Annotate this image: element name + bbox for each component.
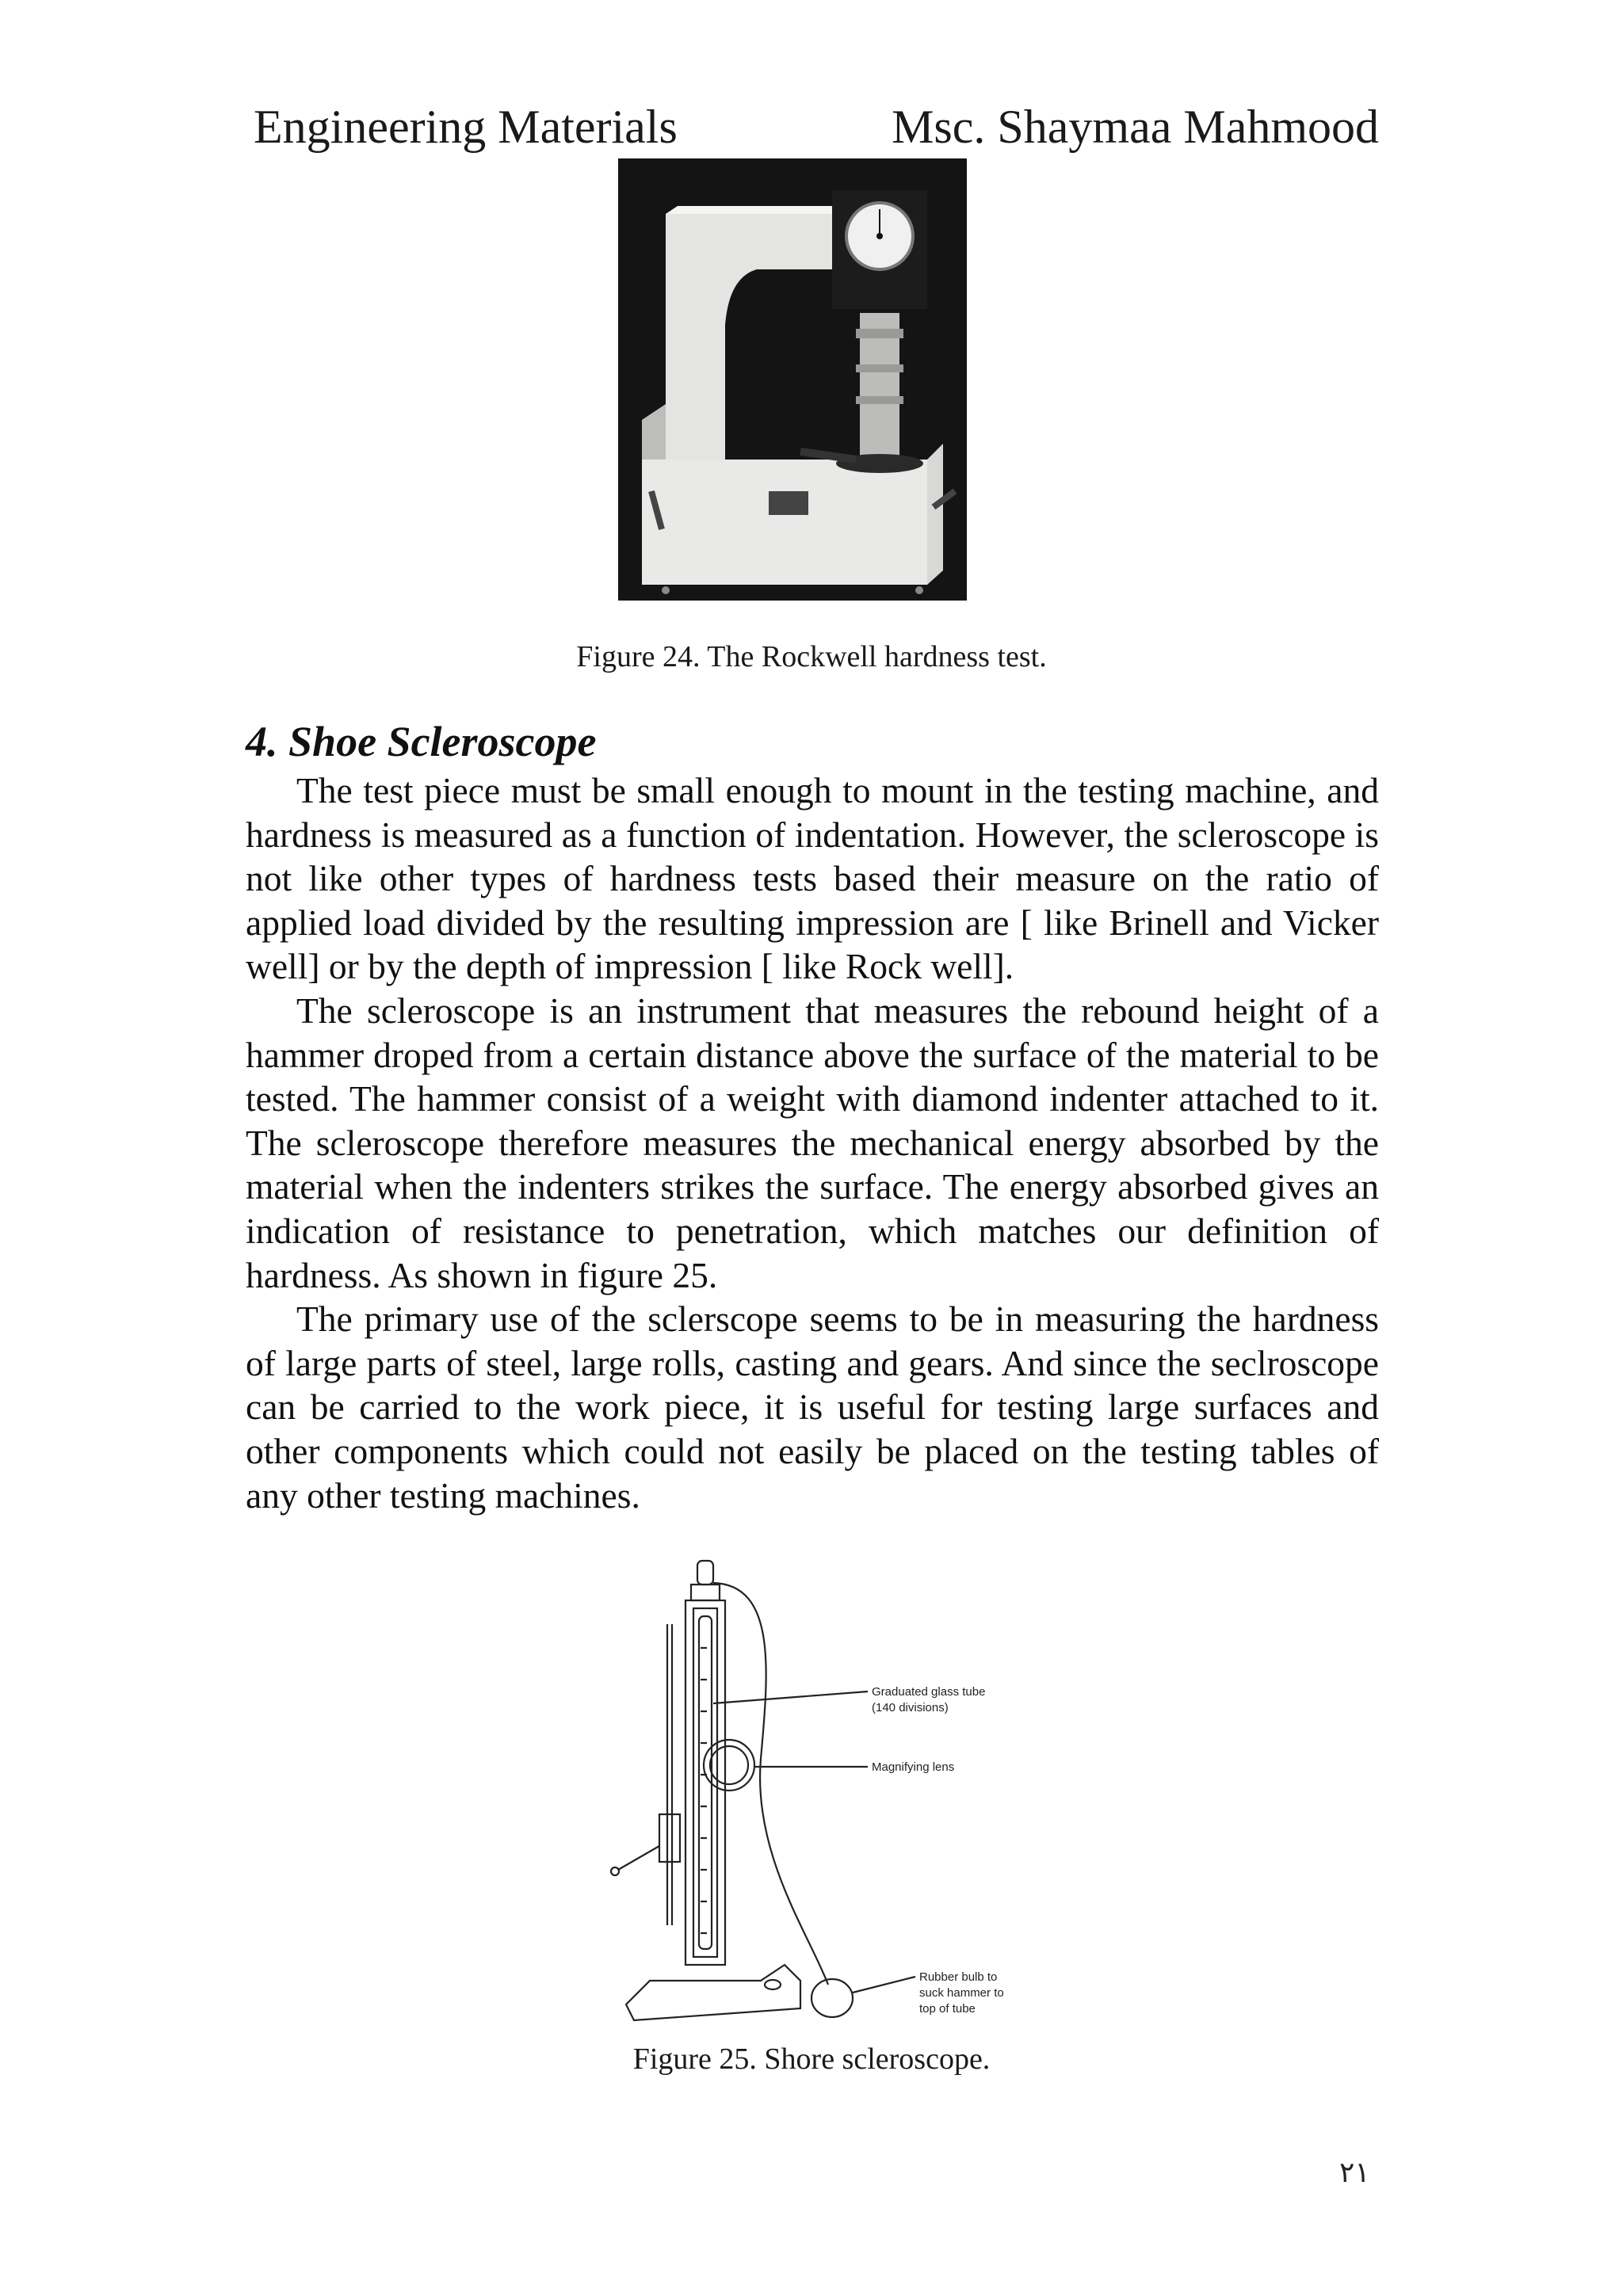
page-number: ٢١ bbox=[1339, 2157, 1370, 2189]
scleroscope-diagram bbox=[602, 1553, 1046, 2036]
label-bulb-1: Rubber bulb to bbox=[919, 1970, 998, 1984]
label-glass-tube: Graduated glass tube bbox=[872, 1685, 986, 1699]
paragraph-3: The primary use of the sclerscope seems to be in measuring the hardness of large parts of steel, large rolls, casting and gears. And since the seclroscope can be carried to the work piece, it is useful for testing large surfaces and other components which could not easily be placed on the testing tables of any other testing machines. bbox=[246, 1299, 1379, 1516]
paragraph-2: The scleroscope is an instrument that measures the rebound height of a hammer droped from a certain distance above the surface of the material to be tested. The hammer consist of a weight with diamond indenter attached to it. The scleroscope therefore measures the mechanical energy absorbed by the material when the indenters strikes the surface. The energy absorbed gives an indication of resistance to penetration, which matches our definition of hardness. As shown in figure 25. bbox=[246, 990, 1379, 1295]
label-divisions: (140 divisions) bbox=[872, 1701, 949, 1714]
label-bulb-3: top of tube bbox=[919, 2002, 976, 2016]
figure-24-caption: Figure 24. The Rockwell hardness test. bbox=[576, 640, 1047, 673]
section-body bbox=[246, 769, 1379, 1517]
header-title: Engineering Materials bbox=[254, 101, 678, 153]
figure-25-caption: Figure 25. Shore scleroscope. bbox=[632, 2042, 991, 2076]
header-author: Msc. Shaymaa Mahmood bbox=[892, 101, 1379, 153]
paragraph-1: The test piece must be small enough to mount in the testing machine, and hardness is measured as a function of indentation. However, the scleroscope is not like other types of hardness tests based their measure on the ratio of applied load divided by the resulting impression are [ like Brinell and Vicker well] or by the depth of impression [ like Rock well]. bbox=[246, 770, 1379, 987]
section-heading: 4. Shoe Scleroscope bbox=[246, 718, 597, 765]
rockwell-tester-photo bbox=[618, 158, 967, 601]
label-bulb-2: suck hammer to bbox=[919, 1986, 1004, 2000]
label-lens: Magnifying lens bbox=[872, 1760, 955, 1774]
